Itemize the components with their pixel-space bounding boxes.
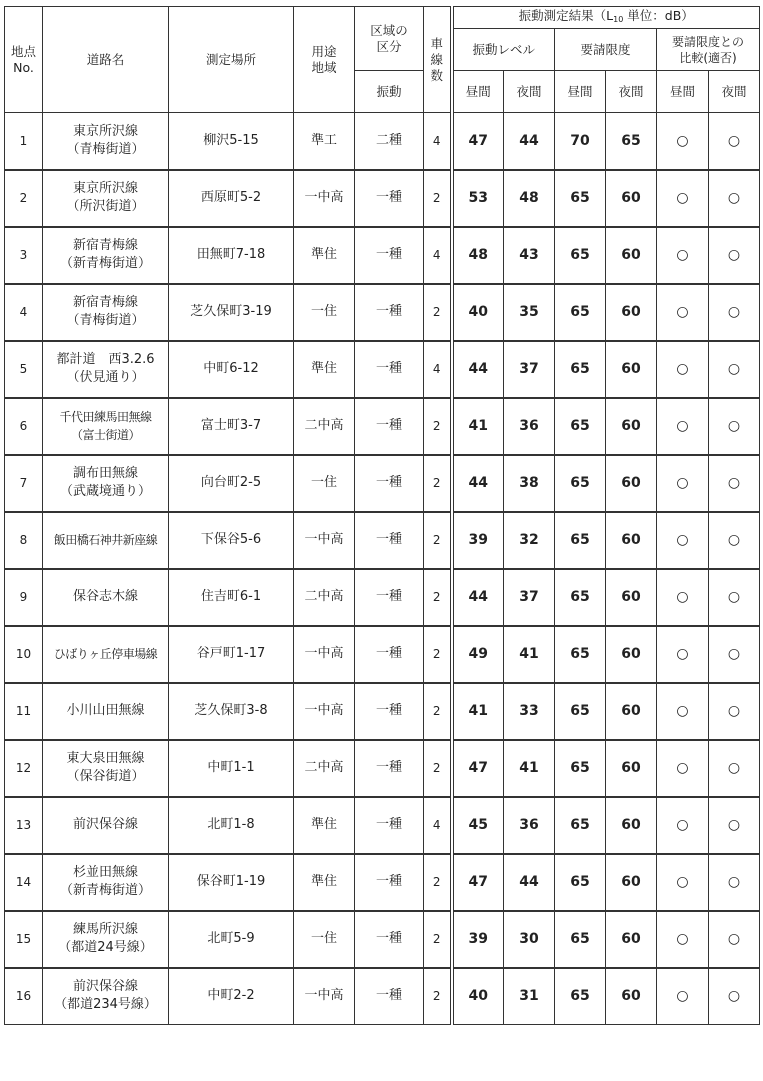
cell-level-day: 45	[452, 797, 504, 854]
cell-road: 小川山田無線	[43, 683, 169, 740]
cell-place: 西原町5-2	[169, 170, 294, 227]
vibration-table-container	[4, 6, 760, 1025]
cell-level-day: 49	[452, 626, 504, 683]
cell-use: 二中高	[294, 740, 355, 797]
cell-road: 前沢保谷線 （都道234号線）	[43, 968, 169, 1025]
cell-use: 一中高	[294, 626, 355, 683]
cell-level-night: 37	[504, 569, 555, 626]
cell-level-day: 48	[452, 227, 504, 284]
cell-place: 住吉町6-1	[169, 569, 294, 626]
cell-level-day: 39	[452, 512, 504, 569]
cell-use: 準工	[294, 113, 355, 170]
cell-ok-night: ○	[709, 854, 760, 911]
cell-no: 6	[5, 398, 43, 455]
cell-level-night: 41	[504, 740, 555, 797]
cell-level-day: 39	[452, 911, 504, 968]
cell-ok-night: ○	[709, 797, 760, 854]
cell-zone: 一種	[355, 854, 424, 911]
cell-place: 芝久保町3-8	[169, 683, 294, 740]
cell-limit-night: 60	[606, 854, 657, 911]
cell-limit-night: 60	[606, 341, 657, 398]
cell-zone: 一種	[355, 512, 424, 569]
cell-zone: 一種	[355, 797, 424, 854]
table-row	[5, 968, 760, 1025]
cell-no: 5	[5, 341, 43, 398]
cell-ok-night: ○	[709, 455, 760, 512]
cell-level-day: 41	[452, 398, 504, 455]
cell-ok-day: ○	[657, 854, 709, 911]
cell-level-night: 36	[504, 797, 555, 854]
cell-no: 14	[5, 854, 43, 911]
header-zone-label: 区域の 区分	[370, 22, 408, 54]
cell-ok-day: ○	[657, 911, 709, 968]
cell-road: 東大泉田無線 （保谷街道）	[43, 740, 169, 797]
cell-ok-day: ○	[657, 170, 709, 227]
cell-zone: 一種	[355, 227, 424, 284]
cell-ok-night: ○	[709, 284, 760, 341]
header-zone-vibration: 振動	[355, 71, 424, 113]
cell-lanes: 2	[424, 284, 452, 341]
cell-level-night: 44	[504, 854, 555, 911]
cell-limit-day: 65	[555, 284, 606, 341]
results-title-post: 単位：dB）	[623, 7, 694, 23]
cell-limit-night: 60	[606, 227, 657, 284]
cell-road: ひばりヶ丘停車場線	[43, 626, 169, 683]
cell-ok-night: ○	[709, 170, 760, 227]
cell-limit-night: 60	[606, 455, 657, 512]
cell-limit-day: 65	[555, 398, 606, 455]
cell-place: 北町5-9	[169, 911, 294, 968]
cell-level-night: 48	[504, 170, 555, 227]
header-level-day: 昼間	[452, 71, 504, 113]
header-lanes	[424, 7, 452, 113]
cell-limit-day: 65	[555, 227, 606, 284]
cell-road: 保谷志木線	[43, 569, 169, 626]
cell-road: 新宿青梅線 （青梅街道）	[43, 284, 169, 341]
cell-level-day: 53	[452, 170, 504, 227]
table-row	[5, 455, 760, 512]
cell-place: 富士町3-7	[169, 398, 294, 455]
cell-use: 一中高	[294, 683, 355, 740]
header-compare-day: 昼間	[657, 71, 709, 113]
cell-limit-day: 70	[555, 113, 606, 170]
cell-limit-night: 60	[606, 911, 657, 968]
cell-zone: 一種	[355, 398, 424, 455]
table-body	[5, 113, 760, 1025]
cell-lanes: 2	[424, 626, 452, 683]
cell-use: 準住	[294, 227, 355, 284]
header-compare-night: 夜間	[709, 71, 760, 113]
cell-no: 10	[5, 626, 43, 683]
cell-level-day: 44	[452, 569, 504, 626]
cell-ok-night: ○	[709, 341, 760, 398]
cell-use: 一住	[294, 455, 355, 512]
cell-level-day: 47	[452, 113, 504, 170]
cell-ok-night: ○	[709, 512, 760, 569]
cell-limit-night: 60	[606, 512, 657, 569]
table-row	[5, 113, 760, 170]
cell-road: 前沢保谷線	[43, 797, 169, 854]
cell-place: 中町1-1	[169, 740, 294, 797]
cell-no: 2	[5, 170, 43, 227]
table-row	[5, 170, 760, 227]
cell-lanes: 2	[424, 740, 452, 797]
cell-level-night: 32	[504, 512, 555, 569]
cell-no: 9	[5, 569, 43, 626]
cell-no: 3	[5, 227, 43, 284]
cell-no: 1	[5, 113, 43, 170]
cell-road: 都計道 西3.2.6 （伏見通り）	[43, 341, 169, 398]
cell-no: 13	[5, 797, 43, 854]
table-row	[5, 398, 760, 455]
cell-lanes: 2	[424, 569, 452, 626]
cell-lanes: 2	[424, 398, 452, 455]
cell-ok-day: ○	[657, 740, 709, 797]
cell-use: 一住	[294, 911, 355, 968]
header-limit-day: 昼間	[555, 71, 606, 113]
header-lanes-label: 車 線 数	[430, 35, 443, 83]
cell-ok-day: ○	[657, 968, 709, 1025]
cell-ok-night: ○	[709, 683, 760, 740]
cell-level-night: 41	[504, 626, 555, 683]
cell-use: 一中高	[294, 170, 355, 227]
cell-place: 柳沢5-15	[169, 113, 294, 170]
cell-limit-night: 60	[606, 569, 657, 626]
cell-ok-day: ○	[657, 455, 709, 512]
cell-ok-day: ○	[657, 626, 709, 683]
cell-lanes: 2	[424, 854, 452, 911]
table-row	[5, 683, 760, 740]
cell-ok-day: ○	[657, 683, 709, 740]
cell-use: 一中高	[294, 512, 355, 569]
table-row	[5, 854, 760, 911]
cell-no: 11	[5, 683, 43, 740]
cell-lanes: 2	[424, 911, 452, 968]
cell-ok-day: ○	[657, 113, 709, 170]
cell-limit-night: 60	[606, 797, 657, 854]
header-no	[5, 7, 43, 113]
header-use	[294, 7, 355, 113]
cell-place: 谷戸町1-17	[169, 626, 294, 683]
cell-zone: 一種	[355, 170, 424, 227]
cell-ok-night: ○	[709, 569, 760, 626]
cell-limit-night: 60	[606, 398, 657, 455]
cell-limit-day: 65	[555, 740, 606, 797]
cell-level-night: 33	[504, 683, 555, 740]
cell-place: 北町1-8	[169, 797, 294, 854]
cell-ok-day: ○	[657, 569, 709, 626]
table-row	[5, 911, 760, 968]
cell-ok-night: ○	[709, 398, 760, 455]
cell-no: 16	[5, 968, 43, 1025]
cell-ok-day: ○	[657, 227, 709, 284]
table-row	[5, 626, 760, 683]
cell-zone: 一種	[355, 683, 424, 740]
cell-limit-day: 65	[555, 911, 606, 968]
cell-zone: 一種	[355, 911, 424, 968]
header-level-night: 夜間	[504, 71, 555, 113]
cell-lanes: 4	[424, 113, 452, 170]
cell-limit-night: 60	[606, 968, 657, 1025]
cell-place: 中町2-2	[169, 968, 294, 1025]
cell-use: 一中高	[294, 968, 355, 1025]
cell-level-night: 31	[504, 968, 555, 1025]
cell-zone: 一種	[355, 740, 424, 797]
cell-lanes: 2	[424, 170, 452, 227]
header-level: 振動レベル	[452, 29, 555, 71]
header-results-title	[452, 7, 760, 29]
cell-zone: 一種	[355, 284, 424, 341]
cell-ok-day: ○	[657, 797, 709, 854]
cell-limit-night: 60	[606, 683, 657, 740]
header-compare	[657, 29, 760, 71]
cell-road: 飯田橋石神井新座線	[43, 512, 169, 569]
cell-limit-night: 60	[606, 170, 657, 227]
header-use-label: 用途 地域	[311, 43, 337, 75]
cell-lanes: 2	[424, 512, 452, 569]
cell-ok-night: ○	[709, 227, 760, 284]
cell-place: 保谷町1-19	[169, 854, 294, 911]
vibration-results-table	[4, 6, 760, 1025]
cell-lanes: 2	[424, 968, 452, 1025]
cell-lanes: 4	[424, 341, 452, 398]
cell-place: 田無町7-18	[169, 227, 294, 284]
cell-level-night: 37	[504, 341, 555, 398]
cell-limit-day: 65	[555, 968, 606, 1025]
cell-ok-day: ○	[657, 398, 709, 455]
cell-limit-day: 65	[555, 170, 606, 227]
header-zone	[355, 7, 424, 71]
table-row	[5, 797, 760, 854]
cell-use: 二中高	[294, 398, 355, 455]
cell-limit-day: 65	[555, 455, 606, 512]
cell-zone: 一種	[355, 626, 424, 683]
header-limit: 要請限度	[555, 29, 657, 71]
cell-limit-night: 65	[606, 113, 657, 170]
cell-limit-day: 65	[555, 341, 606, 398]
cell-limit-night: 60	[606, 284, 657, 341]
results-title-sub: 10	[613, 14, 624, 24]
cell-road: 東京所沢線 （所沢街道）	[43, 170, 169, 227]
cell-use: 準住	[294, 341, 355, 398]
cell-ok-night: ○	[709, 740, 760, 797]
cell-ok-night: ○	[709, 911, 760, 968]
cell-ok-night: ○	[709, 113, 760, 170]
cell-limit-day: 65	[555, 797, 606, 854]
table-row	[5, 341, 760, 398]
cell-level-night: 43	[504, 227, 555, 284]
cell-use: 二中高	[294, 569, 355, 626]
cell-use: 一住	[294, 284, 355, 341]
cell-road: 千代田練馬田無線 （富士街道）	[43, 398, 169, 455]
cell-level-day: 41	[452, 683, 504, 740]
cell-use: 準住	[294, 797, 355, 854]
cell-use: 準住	[294, 854, 355, 911]
cell-level-night: 44	[504, 113, 555, 170]
cell-level-night: 36	[504, 398, 555, 455]
cell-place: 中町6-12	[169, 341, 294, 398]
cell-level-day: 47	[452, 854, 504, 911]
cell-road: 東京所沢線 （青梅街道）	[43, 113, 169, 170]
cell-place: 下保谷5-6	[169, 512, 294, 569]
table-row	[5, 740, 760, 797]
cell-zone: 一種	[355, 968, 424, 1025]
table-row	[5, 227, 760, 284]
cell-no: 15	[5, 911, 43, 968]
cell-place: 向台町2-5	[169, 455, 294, 512]
header-no-label: 地点 No.	[10, 43, 36, 75]
cell-lanes: 4	[424, 227, 452, 284]
cell-zone: 一種	[355, 569, 424, 626]
cell-no: 4	[5, 284, 43, 341]
cell-no: 7	[5, 455, 43, 512]
cell-level-day: 44	[452, 455, 504, 512]
cell-ok-night: ○	[709, 968, 760, 1025]
cell-limit-day: 65	[555, 626, 606, 683]
cell-ok-night: ○	[709, 626, 760, 683]
cell-limit-day: 65	[555, 683, 606, 740]
table-row	[5, 284, 760, 341]
cell-level-day: 40	[452, 968, 504, 1025]
cell-ok-day: ○	[657, 341, 709, 398]
cell-level-day: 47	[452, 740, 504, 797]
header-limit-night: 夜間	[606, 71, 657, 113]
cell-limit-day: 65	[555, 569, 606, 626]
cell-road: 練馬所沢線 （都道24号線）	[43, 911, 169, 968]
cell-lanes: 2	[424, 683, 452, 740]
cell-road: 杉並田無線 （新青梅街道）	[43, 854, 169, 911]
cell-zone: 一種	[355, 341, 424, 398]
cell-limit-day: 65	[555, 854, 606, 911]
header-road: 道路名	[43, 7, 169, 113]
table-row	[5, 569, 760, 626]
cell-limit-night: 60	[606, 626, 657, 683]
cell-no: 8	[5, 512, 43, 569]
cell-lanes: 2	[424, 455, 452, 512]
cell-zone: 一種	[355, 455, 424, 512]
cell-road: 調布田無線 （武蔵境通り）	[43, 455, 169, 512]
cell-level-night: 38	[504, 455, 555, 512]
cell-ok-day: ○	[657, 284, 709, 341]
cell-level-night: 35	[504, 284, 555, 341]
cell-ok-day: ○	[657, 512, 709, 569]
header-compare-label: 要請限度との 比較(適否)	[671, 34, 744, 65]
cell-limit-day: 65	[555, 512, 606, 569]
cell-zone: 二種	[355, 113, 424, 170]
cell-place: 芝久保町3-19	[169, 284, 294, 341]
cell-lanes: 4	[424, 797, 452, 854]
cell-level-day: 40	[452, 284, 504, 341]
results-title-pre: 振動測定結果（L	[518, 7, 614, 23]
cell-limit-night: 60	[606, 740, 657, 797]
header-place: 測定場所	[169, 7, 294, 113]
cell-level-day: 44	[452, 341, 504, 398]
table-row	[5, 512, 760, 569]
cell-no: 12	[5, 740, 43, 797]
cell-road: 新宿青梅線 （新青梅街道）	[43, 227, 169, 284]
cell-level-night: 30	[504, 911, 555, 968]
